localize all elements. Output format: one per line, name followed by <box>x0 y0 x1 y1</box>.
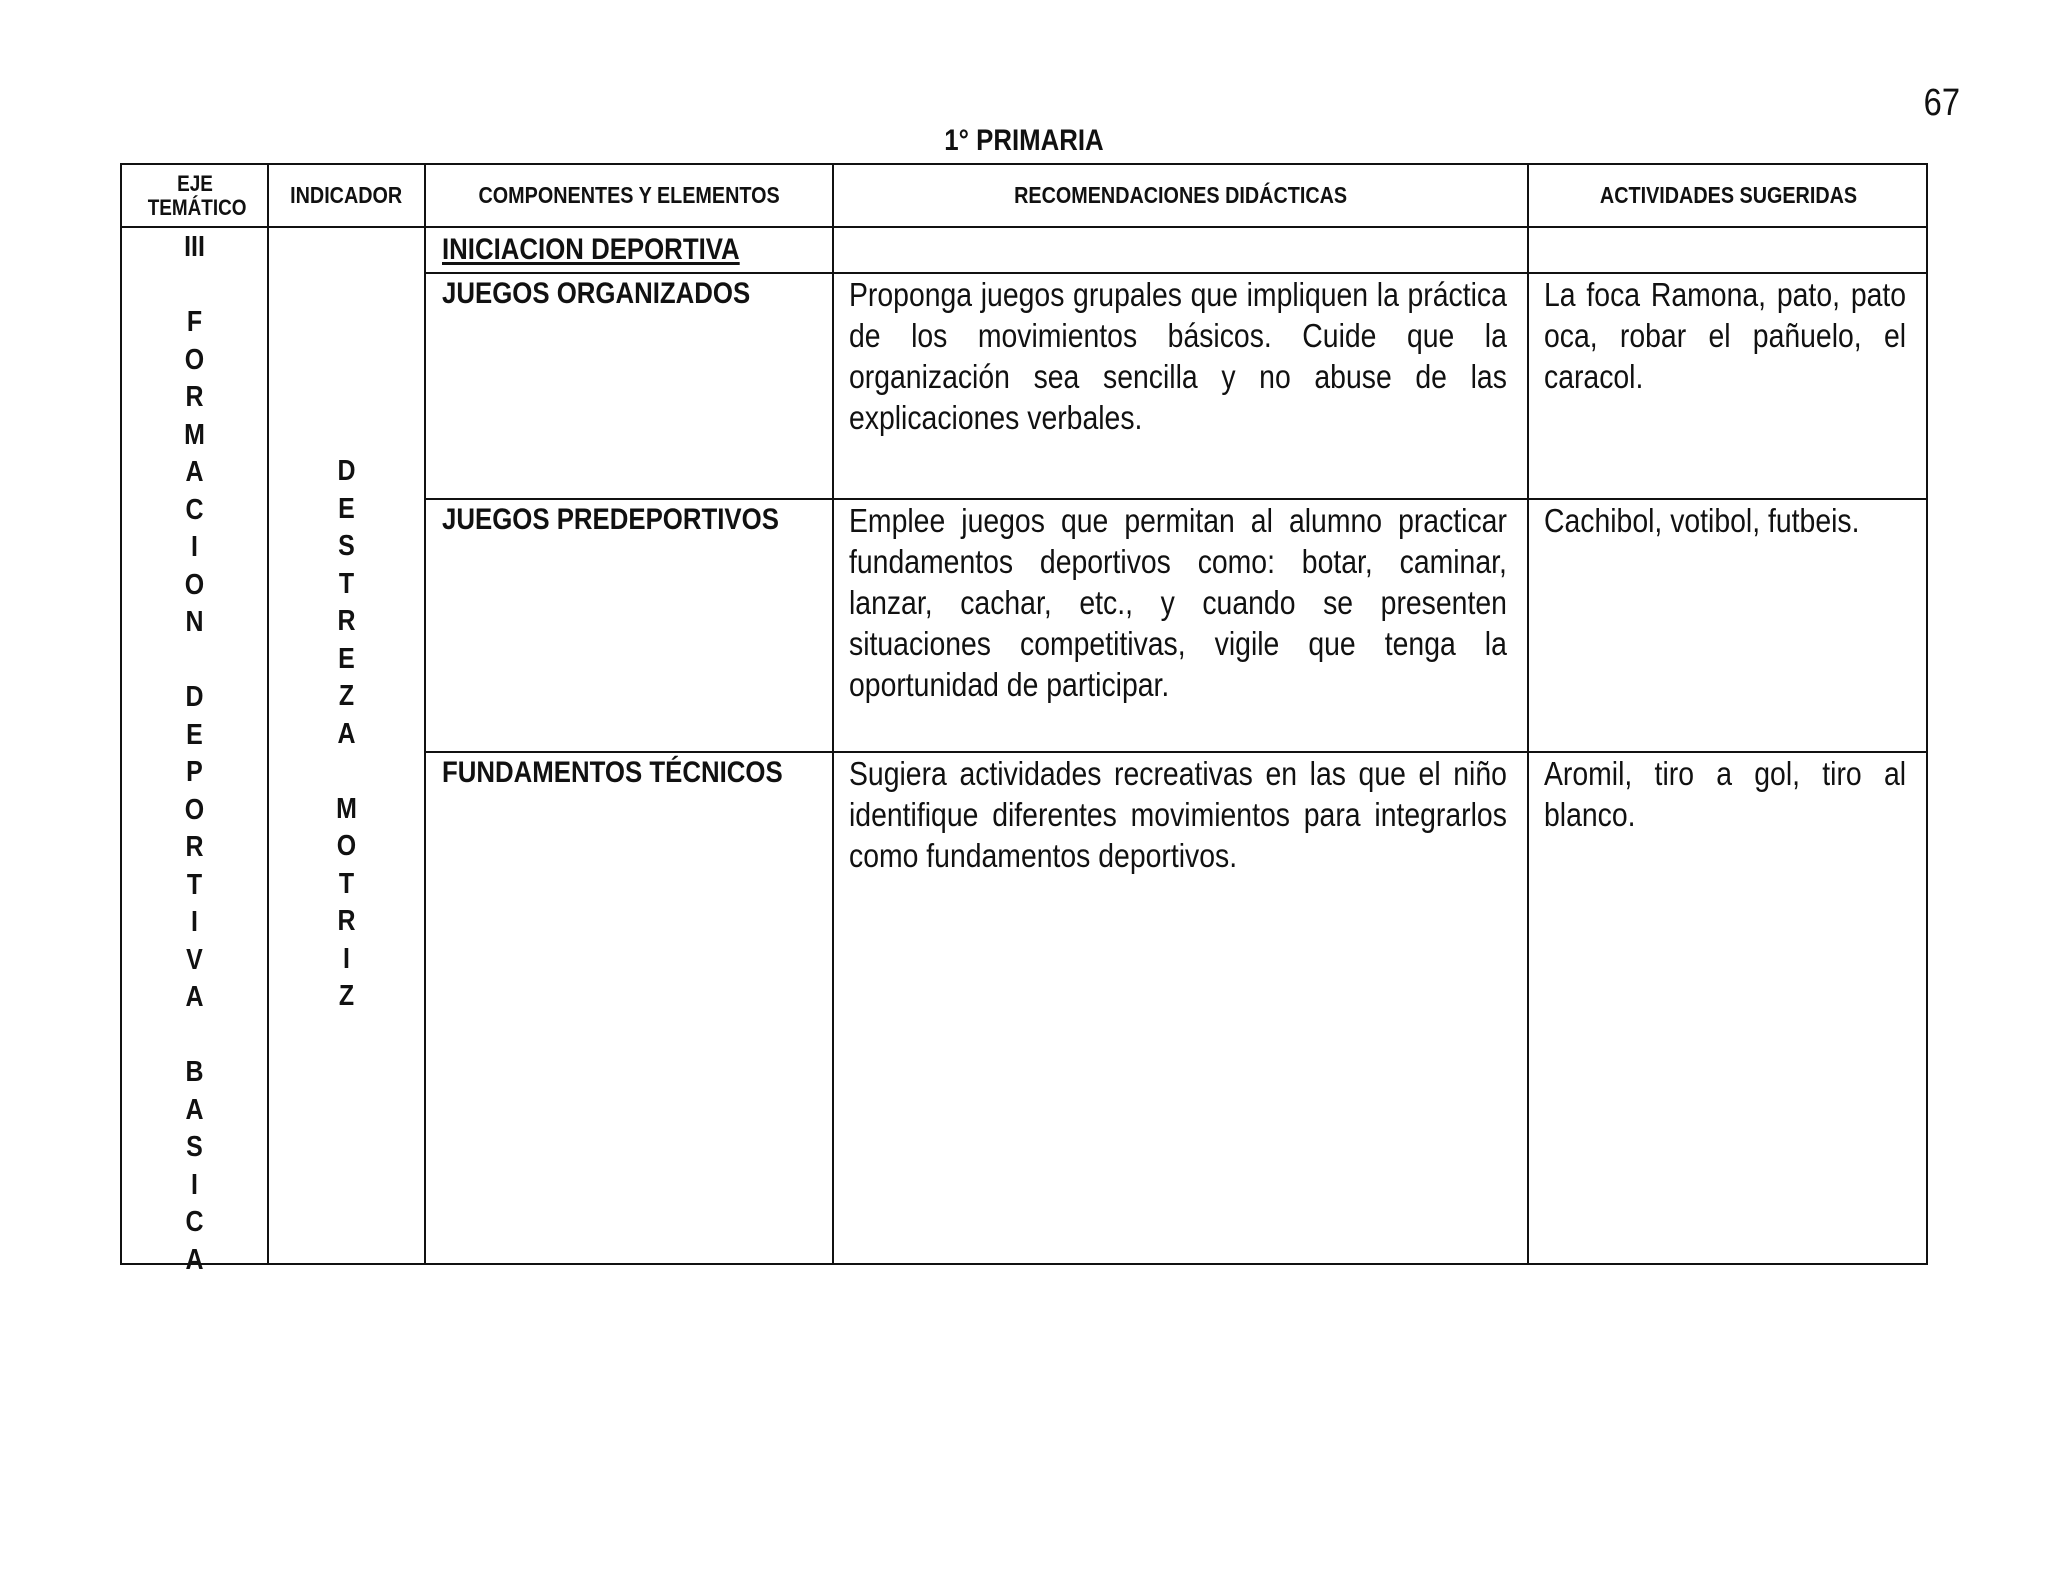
indicador-vertical-text: D E S T R E Z A M O T R I Z <box>336 455 357 1012</box>
section-heading: INICIACION DEPORTIVA <box>442 233 740 266</box>
eje-tematico-vertical-text: III F O R M A C I O N D E P O R T I V A B A S I C A <box>184 231 205 1276</box>
header-eje-tematico: EJE TEMÁTICO <box>147 170 247 220</box>
actividades-cell <box>1544 274 1906 397</box>
actividades-cell <box>1544 500 1906 541</box>
componente-fundamentos-tecnicos: FUNDAMENTOS TÉCNICOS <box>442 756 783 789</box>
recomendacion-cell <box>849 500 1507 705</box>
header-actividades: ACTIVIDADES SUGERIDAS <box>1599 182 1858 208</box>
actividades-text: Aromil, tiro a gol, tiro al blanco. <box>1544 755 1907 833</box>
column-divider <box>832 165 834 1263</box>
actividades-text: Cachibol, votibol, futbeis. <box>1544 502 1860 539</box>
componente-juegos-predeportivos: JUEGOS PREDEPORTIVOS <box>442 503 779 536</box>
actividades-text: La foca Ramona, pato, pato oca, robar el pañuelo, el caracol. <box>1544 276 1907 395</box>
recomendacion-text: Proponga juegos grupales que impliquen la práctica de los movimientos básicos. Cuide que la organización sea sencilla y no abuse de las explicaciones verbales. <box>849 276 1507 436</box>
componente-juegos-organizados: JUEGOS ORGANIZADOS <box>442 277 751 310</box>
column-divider <box>1527 165 1529 1263</box>
actividades-cell <box>1544 753 1906 835</box>
page-number: 67 <box>1923 82 1960 124</box>
recomendacion-cell <box>849 753 1507 876</box>
table-title: 1° PRIMARIA <box>944 124 1104 157</box>
recomendacion-text: Sugiera actividades recreativas en las que el niño identifique diferentes movimientos para integrarlos como fundamentos deportivos. <box>849 755 1507 874</box>
header-divider <box>122 226 1926 228</box>
header-componentes: COMPONENTES Y ELEMENTOS <box>478 182 780 208</box>
header-recomendaciones: RECOMENDACIONES DIDÁCTICAS <box>1014 182 1347 208</box>
recomendacion-text: Emplee juegos que permitan al alumno practicar fundamentos deportivos como: botar, caminar, lanzar, cachar, etc., y cuando se presenten situaciones competitivas, vigile que tenga la oportunidad de participar. <box>849 502 1507 703</box>
column-divider <box>267 165 269 1263</box>
recomendacion-cell <box>849 274 1507 438</box>
header-indicador: INDICADOR <box>290 182 403 208</box>
column-divider <box>424 165 426 1263</box>
curriculum-table <box>120 163 1928 1276</box>
